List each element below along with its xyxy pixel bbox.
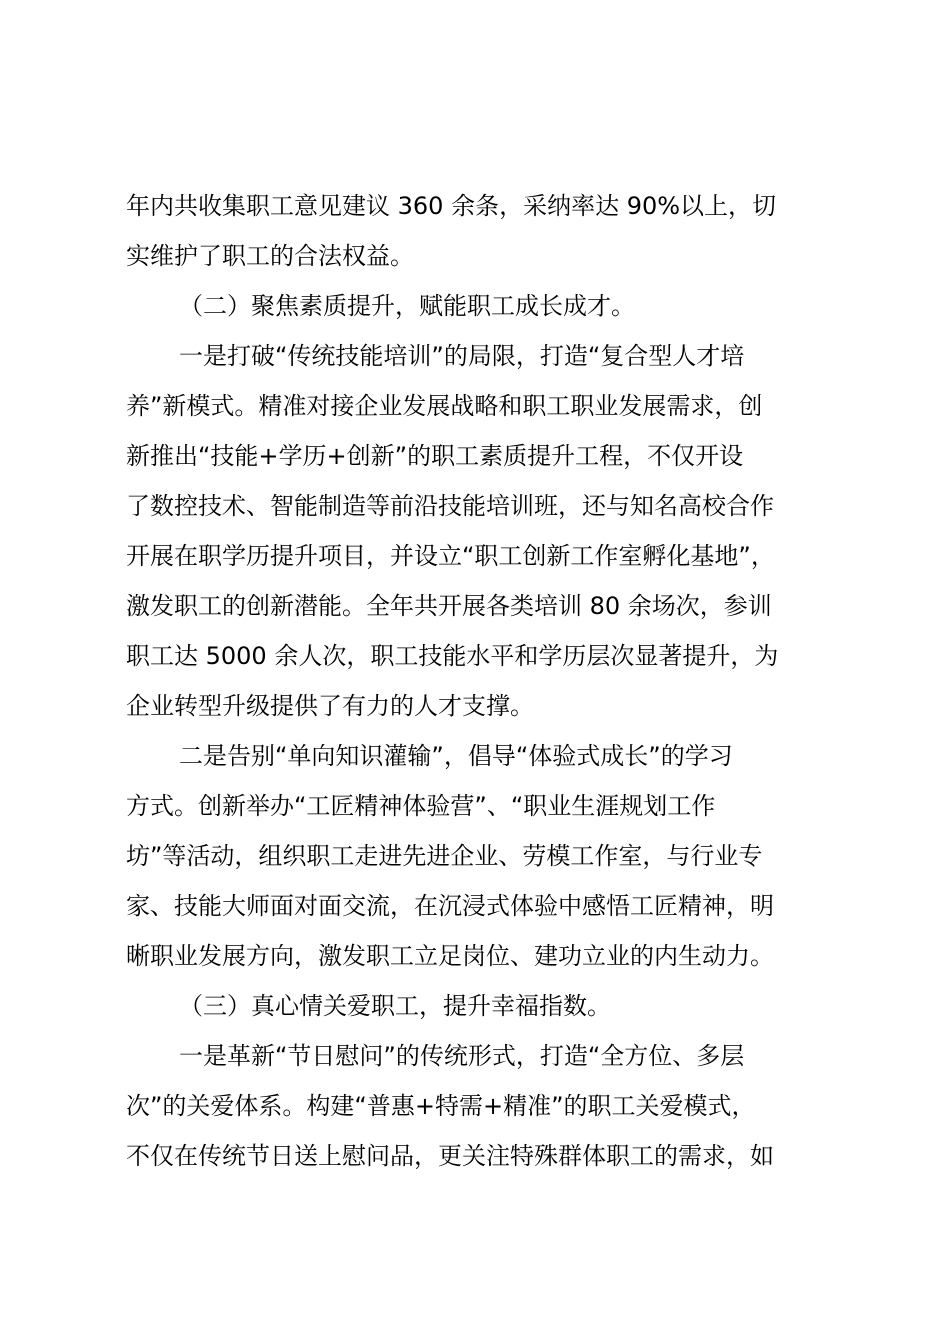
document-body [126,181,826,1181]
body-text-line: 激发职工的创新潜能。全年共开展各类培训 80 余场次，参训 [126,592,772,620]
body-text-line: 新推出“技能+学历+创新”的职工素质提升工程，不仅开设 [126,442,744,470]
body-text-line: 实维护了职工的合法权益。 [126,242,414,270]
body-text-line: 不仅在传统节日送上慰问品，更关注特殊群体职工的需求，如 [126,1142,774,1170]
body-text-line: 年内共收集职工意见建议 360 余条，采纳率达 90%以上，切 [126,192,777,220]
section-heading: （三）真心情关爱职工，提升幸福指数。 [179,992,611,1020]
body-text-line: 方式。创新举办“工匠精神体验营”、“职业生涯规划工作 [126,792,716,820]
section-heading: （二）聚焦素质提升，赋能职工成长成才。 [179,292,635,320]
body-text-line: 养”新模式。精准对接企业发展战略和职工职业发展需求，创 [126,392,763,420]
body-text-line: 次”的关爱体系。构建“普惠+特需+精准”的职工关爱模式， [126,1092,756,1120]
paragraph-start-line: 一是打破“传统技能培训”的局限，打造“复合型人才培 [179,342,745,370]
body-text-line: 开展在职学历提升项目，并设立“职工创新工作室孵化基地”， [126,542,775,570]
paragraph-start-line: 一是革新“节日慰问”的传统形式，打造“全方位、多层 [179,1042,745,1070]
body-text-line: 了数控技术、智能制造等前沿技能培训班，还与知名高校合作 [126,492,774,520]
paragraph-start-line: 二是告别“单向知识灌输”，倡导“体验式成长”的学习 [179,742,733,770]
body-text-line: 家、技能大师面对面交流，在沉浸式体验中感悟工匠精神，明 [126,892,774,920]
body-text-line: 坊”等活动，组织职工走进先进企业、劳模工作室，与行业专 [126,842,763,870]
body-text-line: 企业转型升级提供了有力的人才支撑。 [126,692,534,720]
body-text-line: 晰职业发展方向，激发职工立足岗位、建功立业的内生动力。 [126,942,774,970]
body-text-line: 职工达 5000 余人次，职工技能水平和学历层次显著提升，为 [126,642,779,670]
